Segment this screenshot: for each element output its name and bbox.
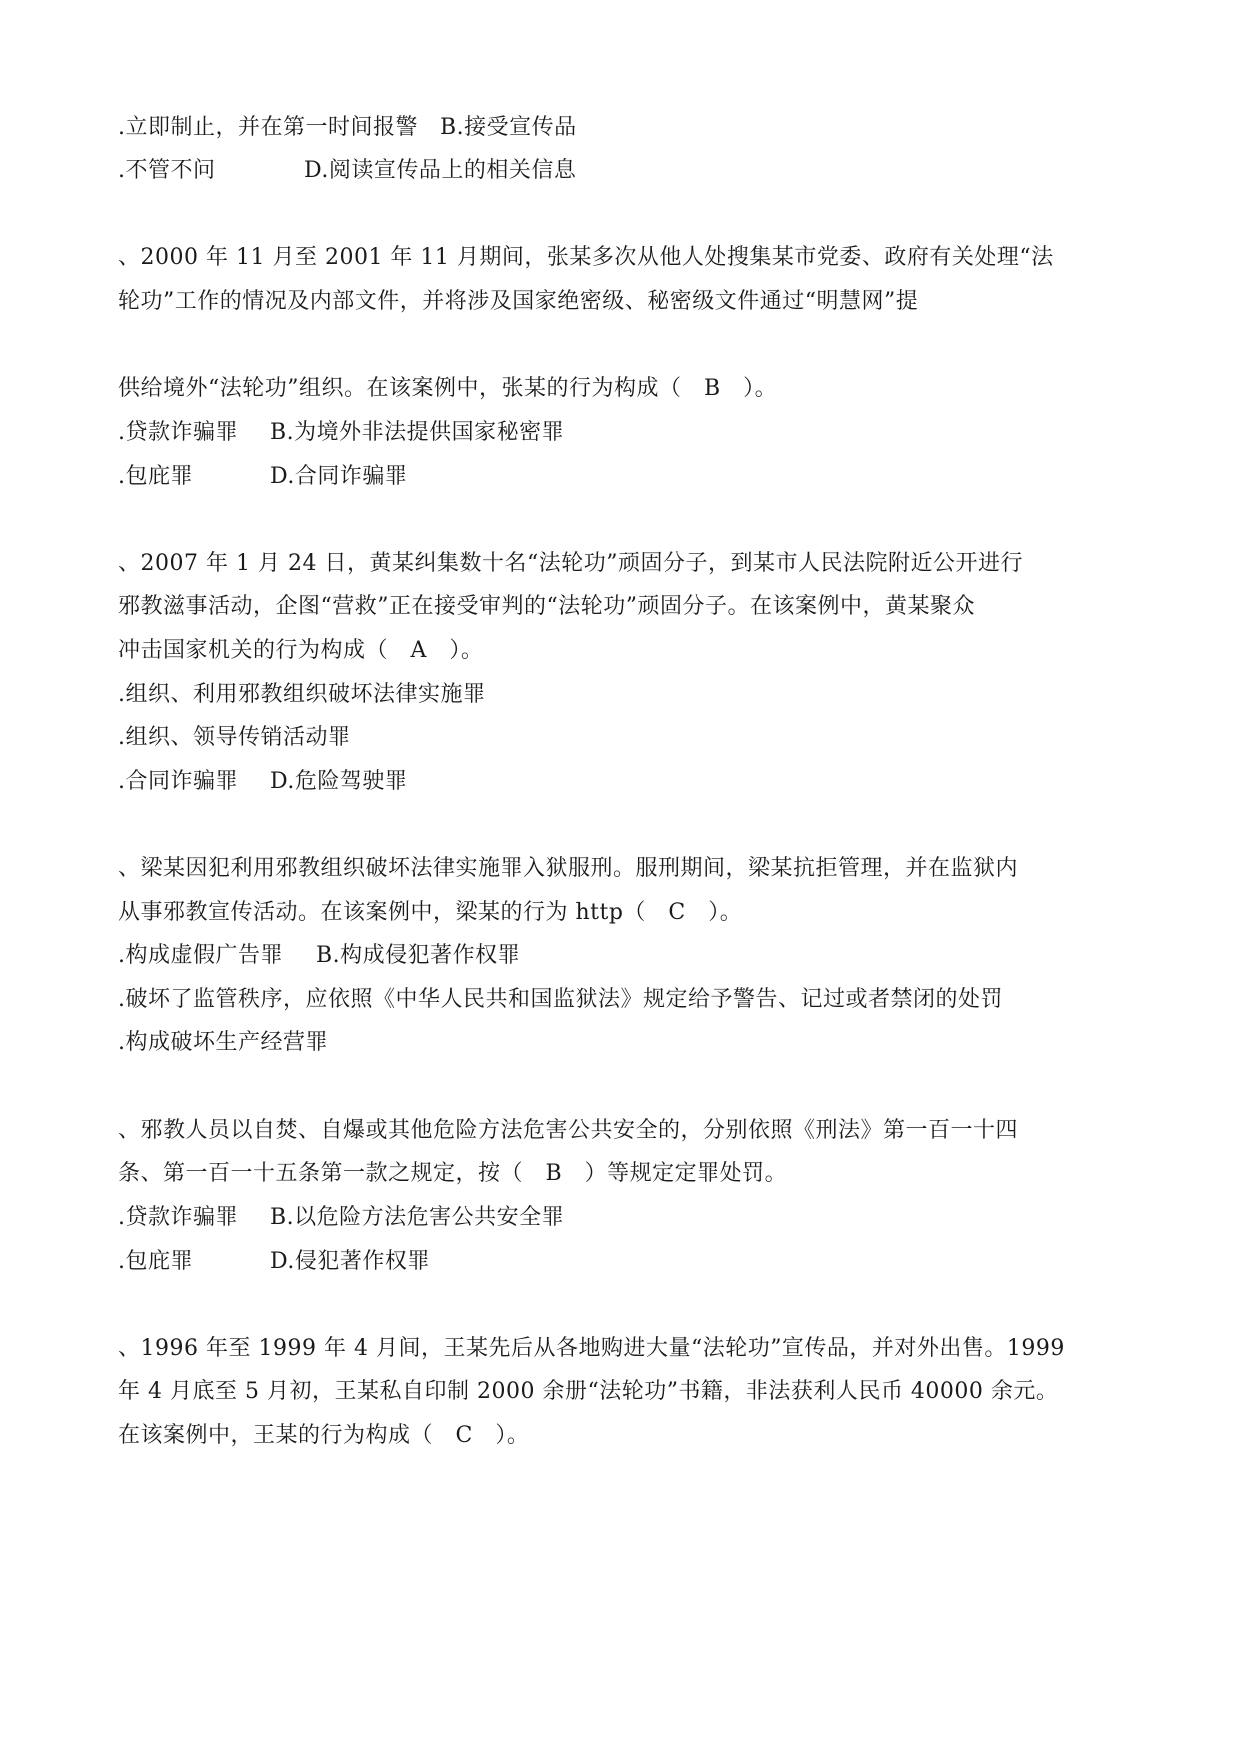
q4-stem-line-1: 、梁某因犯利用邪教组织破坏法律实施罪入狱服刑。服刑期间，梁某抗拒管理，并在监狱内: [118, 856, 1019, 881]
q2-option-b: B.为境外非法提供国家秘密罪: [270, 420, 565, 445]
q3-stem-line-3: 冲击国家机关的行为构成（ A ）。: [118, 638, 484, 663]
q6-stem-line-3: 在该案例中，王某的行为构成（ C ）。: [118, 1423, 530, 1448]
q3-option-d: D.危险驾驶罪: [270, 769, 408, 794]
q3-stem-line-2: 邪教滋事活动，企图“营救”正在接受审判的“法轮功”顽固分子。在该案例中，黄某聚众: [118, 594, 975, 619]
q4-option-c: .破坏了监管秩序，应依照《中华人民共和国监狱法》规定给予警告、记过或者禁闭的处罚: [118, 987, 1003, 1012]
q1-option-a: .立即制止，并在第一时间报警: [118, 115, 418, 140]
q6-stem-line-1: 、1996 年至 1999 年 4 月间，王某先后从各地购进大量“法轮功”宣传品，并对外出售。1999: [118, 1336, 1065, 1361]
q3-option-b: .组织、领导传销活动罪: [118, 725, 351, 750]
q5-stem-line-1: 、邪教人员以自焚、自爆或其他危险方法危害公共安全的，分别依照《刑法》第一百一十四: [118, 1118, 1019, 1143]
q5-stem-line-2: 条、第一百一十五条第一款之规定，按（ B ）等规定定罪处罚。: [118, 1161, 788, 1186]
q4-option-a: .构成虚假广告罪: [118, 943, 283, 968]
q1-option-b: B.接受宣传品: [440, 115, 577, 140]
q2-stem-line-3: 供给境外“法轮功”组织。在该案例中，张某的行为构成（ B ）。: [118, 376, 778, 401]
q5-option-b: B.以危险方法危害公共安全罪: [270, 1205, 565, 1230]
q4-stem-line-2: 从事邪教宣传活动。在该案例中，梁某的行为 http（ C ）。: [118, 900, 743, 925]
q1-option-d: D.阅读宣传品上的相关信息: [304, 158, 577, 183]
q6-stem-line-2: 年 4 月底至 5 月初，王某私自印制 2000 余册“法轮功”书籍，非法获利人民币 40000 余元。: [118, 1379, 1059, 1404]
q2-option-c: .包庇罪: [118, 464, 193, 489]
q2-option-a: .贷款诈骗罪: [118, 420, 238, 445]
q5-option-d: D.侵犯著作权罪: [270, 1249, 430, 1274]
q4-option-d: .构成破坏生产经营罪: [118, 1030, 328, 1055]
q2-stem-line-2: 轮功”工作的情况及内部文件，并将涉及国家绝密级、秘密级文件通过“明慧网”提: [118, 289, 919, 314]
q5-option-a: .贷款诈骗罪: [118, 1205, 238, 1230]
q3-option-a: .组织、利用邪教组织破坏法律实施罪: [118, 682, 486, 707]
q4-option-b: B.构成侵犯著作权罪: [316, 943, 521, 968]
q3-option-c: .合同诈骗罪: [118, 769, 238, 794]
q2-stem-line-1: 、2000 年 11 月至 2001 年 11 月期间，张某多次从他人处搜集某市党委、政府有关处理“法: [118, 245, 1054, 270]
q1-option-c: .不管不问: [118, 158, 216, 183]
q2-option-d: D.合同诈骗罪: [270, 464, 408, 489]
q5-option-c: .包庇罪: [118, 1249, 193, 1274]
q3-stem-line-1: 、2007 年 1 月 24 日，黄某纠集数十名“法轮功”顽固分子，到某市人民法院附近公开进行: [118, 551, 1023, 576]
